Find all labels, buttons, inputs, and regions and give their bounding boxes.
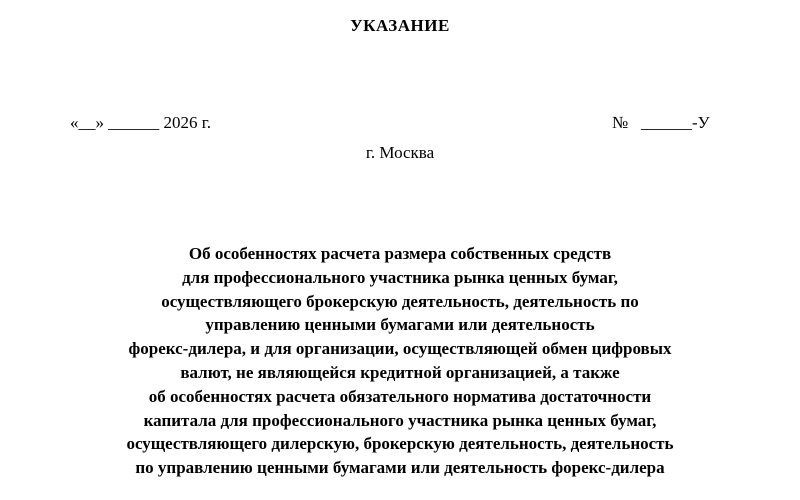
document-title-line: управлению ценными бумагами или деятельность xyxy=(205,315,595,335)
document-type-heading: УКАЗАНИЕ xyxy=(350,16,450,35)
document-title-line: форекс-дилера, и для организации, осуществляющей обмен цифровых xyxy=(128,339,672,359)
document-title-line: по управлению ценными бумагами или деятельность форекс-дилера xyxy=(135,458,665,478)
document-title-line: валют, не являющейся кредитной организацией, а также xyxy=(180,362,620,382)
document-title-line: капитала для профессионального участника рынка ценных бумаг, xyxy=(143,410,657,430)
document-title-line: об особенностях расчета обязательного норматива достаточности xyxy=(148,386,652,406)
document-title-line: Об особенностях расчета размера собственных средств xyxy=(188,244,612,263)
document-title-line: для профессионального участника рынка ценных бумаг, xyxy=(182,267,618,287)
document-city: г. Москва xyxy=(365,143,435,162)
document-title xyxy=(40,242,760,480)
document-date-field: «__» ______ 2026 г. xyxy=(70,113,212,132)
document-title-line: осуществляющего брокерскую деятельность, деятельность по xyxy=(161,291,639,311)
document-title-line: осуществляющего дилерскую, брокерскую деятельность, деятельность xyxy=(126,434,674,454)
document-number-field: № ______-У xyxy=(612,113,710,132)
